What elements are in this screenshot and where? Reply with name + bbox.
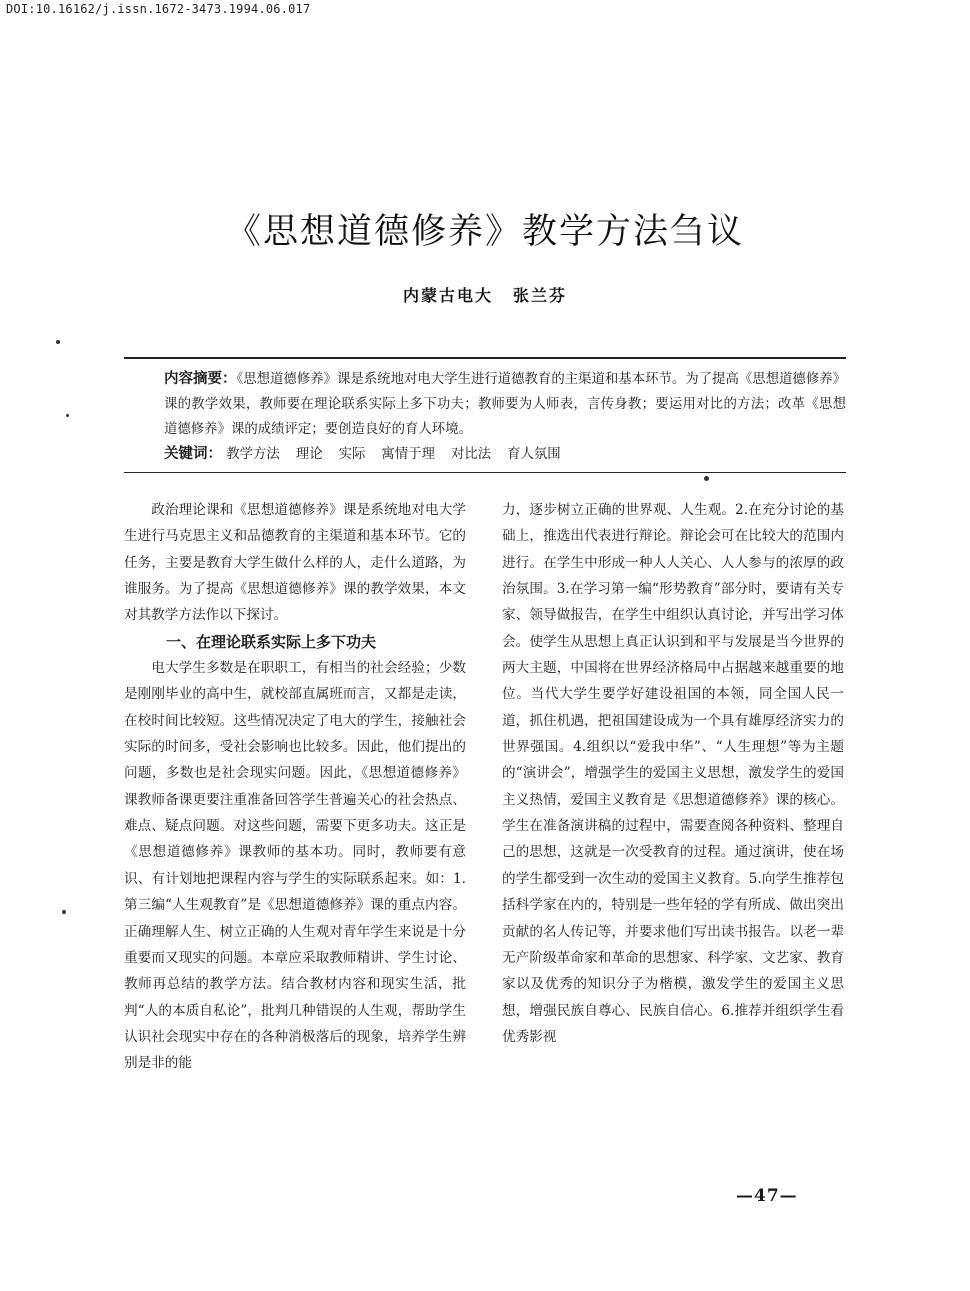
doi-line: DOI:10.16162/j.issn.1672-3473.1994.06.017: [6, 2, 311, 16]
abstract-bottom-rule: [124, 472, 846, 473]
keyword: 实际: [338, 447, 366, 462]
section-heading: 一、在理论联系实际上多下功夫: [166, 632, 377, 651]
keyword: 对比法: [450, 447, 492, 462]
page-number: —47—: [736, 1186, 798, 1206]
scan-speck: [66, 414, 69, 417]
keywords-line: [124, 442, 846, 467]
abstract-top-rule: [124, 357, 846, 359]
author-affiliation: 内蒙古电大: [402, 286, 493, 305]
keyword: 寓情于理: [381, 447, 435, 462]
keywords-label: 关键词：: [164, 446, 222, 462]
keyword: 理论: [295, 447, 323, 462]
abstract-block: [124, 367, 846, 467]
scan-speck: [56, 340, 60, 344]
author-line: [0, 283, 970, 306]
abstract-text: 《思想道德修养》课是系统地对电大学生进行道德教育的主渠道和基本环节。为了提高《思想道德修养》课的教学效果，教师要在理论联系实际上多下功夫；教师要为人师表，言传身教；要运用对比的方法；改革《思想道德修养》课的成绩评定；要创造良好的育人环境。: [164, 372, 847, 437]
section-paragraph: 电大学生多数是在职职工，有相当的社会经验；少数是刚刚毕业的高中生，就校部直属班而言，又都是走读，在校时间比较短。这些情况决定了电大的学生，接触社会实际的时间多，受社会影响也比较多。因此，他们提出的问题，多数也是社会现实问题。因此，《思想道德修养》课教师备课更要注重准备回答学生普遍关心的社会热点、难点、疑点问题。对这些问题，需要下更多功夫。这正是《思想道德修养》课教师的基本功。同时，教师要有意识、有计划地把课程内容与学生的实际联系起来。如：1.第三编“人生观教育”是《思想道德修养》课的重点内容。正确理解人生、树立正确的人生观对青年学生来说是十分重要而又现实的问题。本章应采取教师精讲、学生讨论、教师再总结的教学方法。结合教材内容和现实生活，批判“人的本质自私论”，批判几种错误的人生观，帮助学生认识社会现实中存在的各种消极落后的现象，培养学生辨别是非的能: [124, 660, 466, 1072]
continued-paragraph: 力，逐步树立正确的世界观、人生观。2.在充分讨论的基础上，推选出代表进行辩论。辩论会可在比较大的范围内进行。在学生中形成一种人人关心、人人参与的浓厚的政治氛围。3.在学习第一编“形势教育”部分时，要请有关专家、领导做报告，在学生中组织认真讨论，并写出学习体会。使学生从思想上真正认识到和平与发展是当今世界的两大主题，中国将在世界经济格局中占据越来越重要的地位。当代大学生要学好建设祖国的本领，同全国人民一道，抓住机遇，把祖国建设成为一个具有雄厚经济实力的世界强国。4.组织以“爱我中华”、“人生理想”等为主题的“演讲会”，增强学生的爱国主义思想，激发学生的爱国主义热情，爱国主义教育是《思想道德修养》课的核心。学生在准备演讲稿的过程中，需要查阅各种资料、整理自己的思想，这就是一次受教育的过程。通过演讲，使在场的学生都受到一次生动的爱国主义教育。5.向学生推荐包括科学家在内的，特别是一些年轻的学有所成、做出突出贡献的名人传记等，并要求他们写出读书报告。以老一辈无产阶级革命家和革命的思想家、科学家、文艺家、教育家以及优秀的知识分子为楷模，激发学生的爱国主义思想，增强民族自尊心、民族自信心。6.推荐并组织学生看优秀影视: [502, 502, 844, 1045]
keyword: 教学方法: [226, 447, 280, 462]
keyword: 育人氛围: [507, 447, 561, 462]
author-name: 张兰芬: [513, 286, 568, 305]
left-column: [124, 497, 466, 1077]
abstract-paragraph: [124, 367, 846, 442]
abstract-label: 内容摘要：: [164, 371, 237, 387]
intro-paragraph: 政治理论课和《思想道德修养》课是系统地对电大学生进行马克思主义和品德教育的主渠道和基本环节。它的任务，主要是教育大学生做什么样的人，走什么道路，为谁服务。为了提高《思想道德修养》课的教学效果，本文对其教学方法作以下探讨。: [124, 502, 466, 624]
scan-speck: [704, 476, 709, 481]
right-column: [502, 497, 844, 1050]
scan-speck: [62, 910, 66, 914]
article-title: 《思想道德修养》教学方法刍议: [225, 212, 744, 252]
